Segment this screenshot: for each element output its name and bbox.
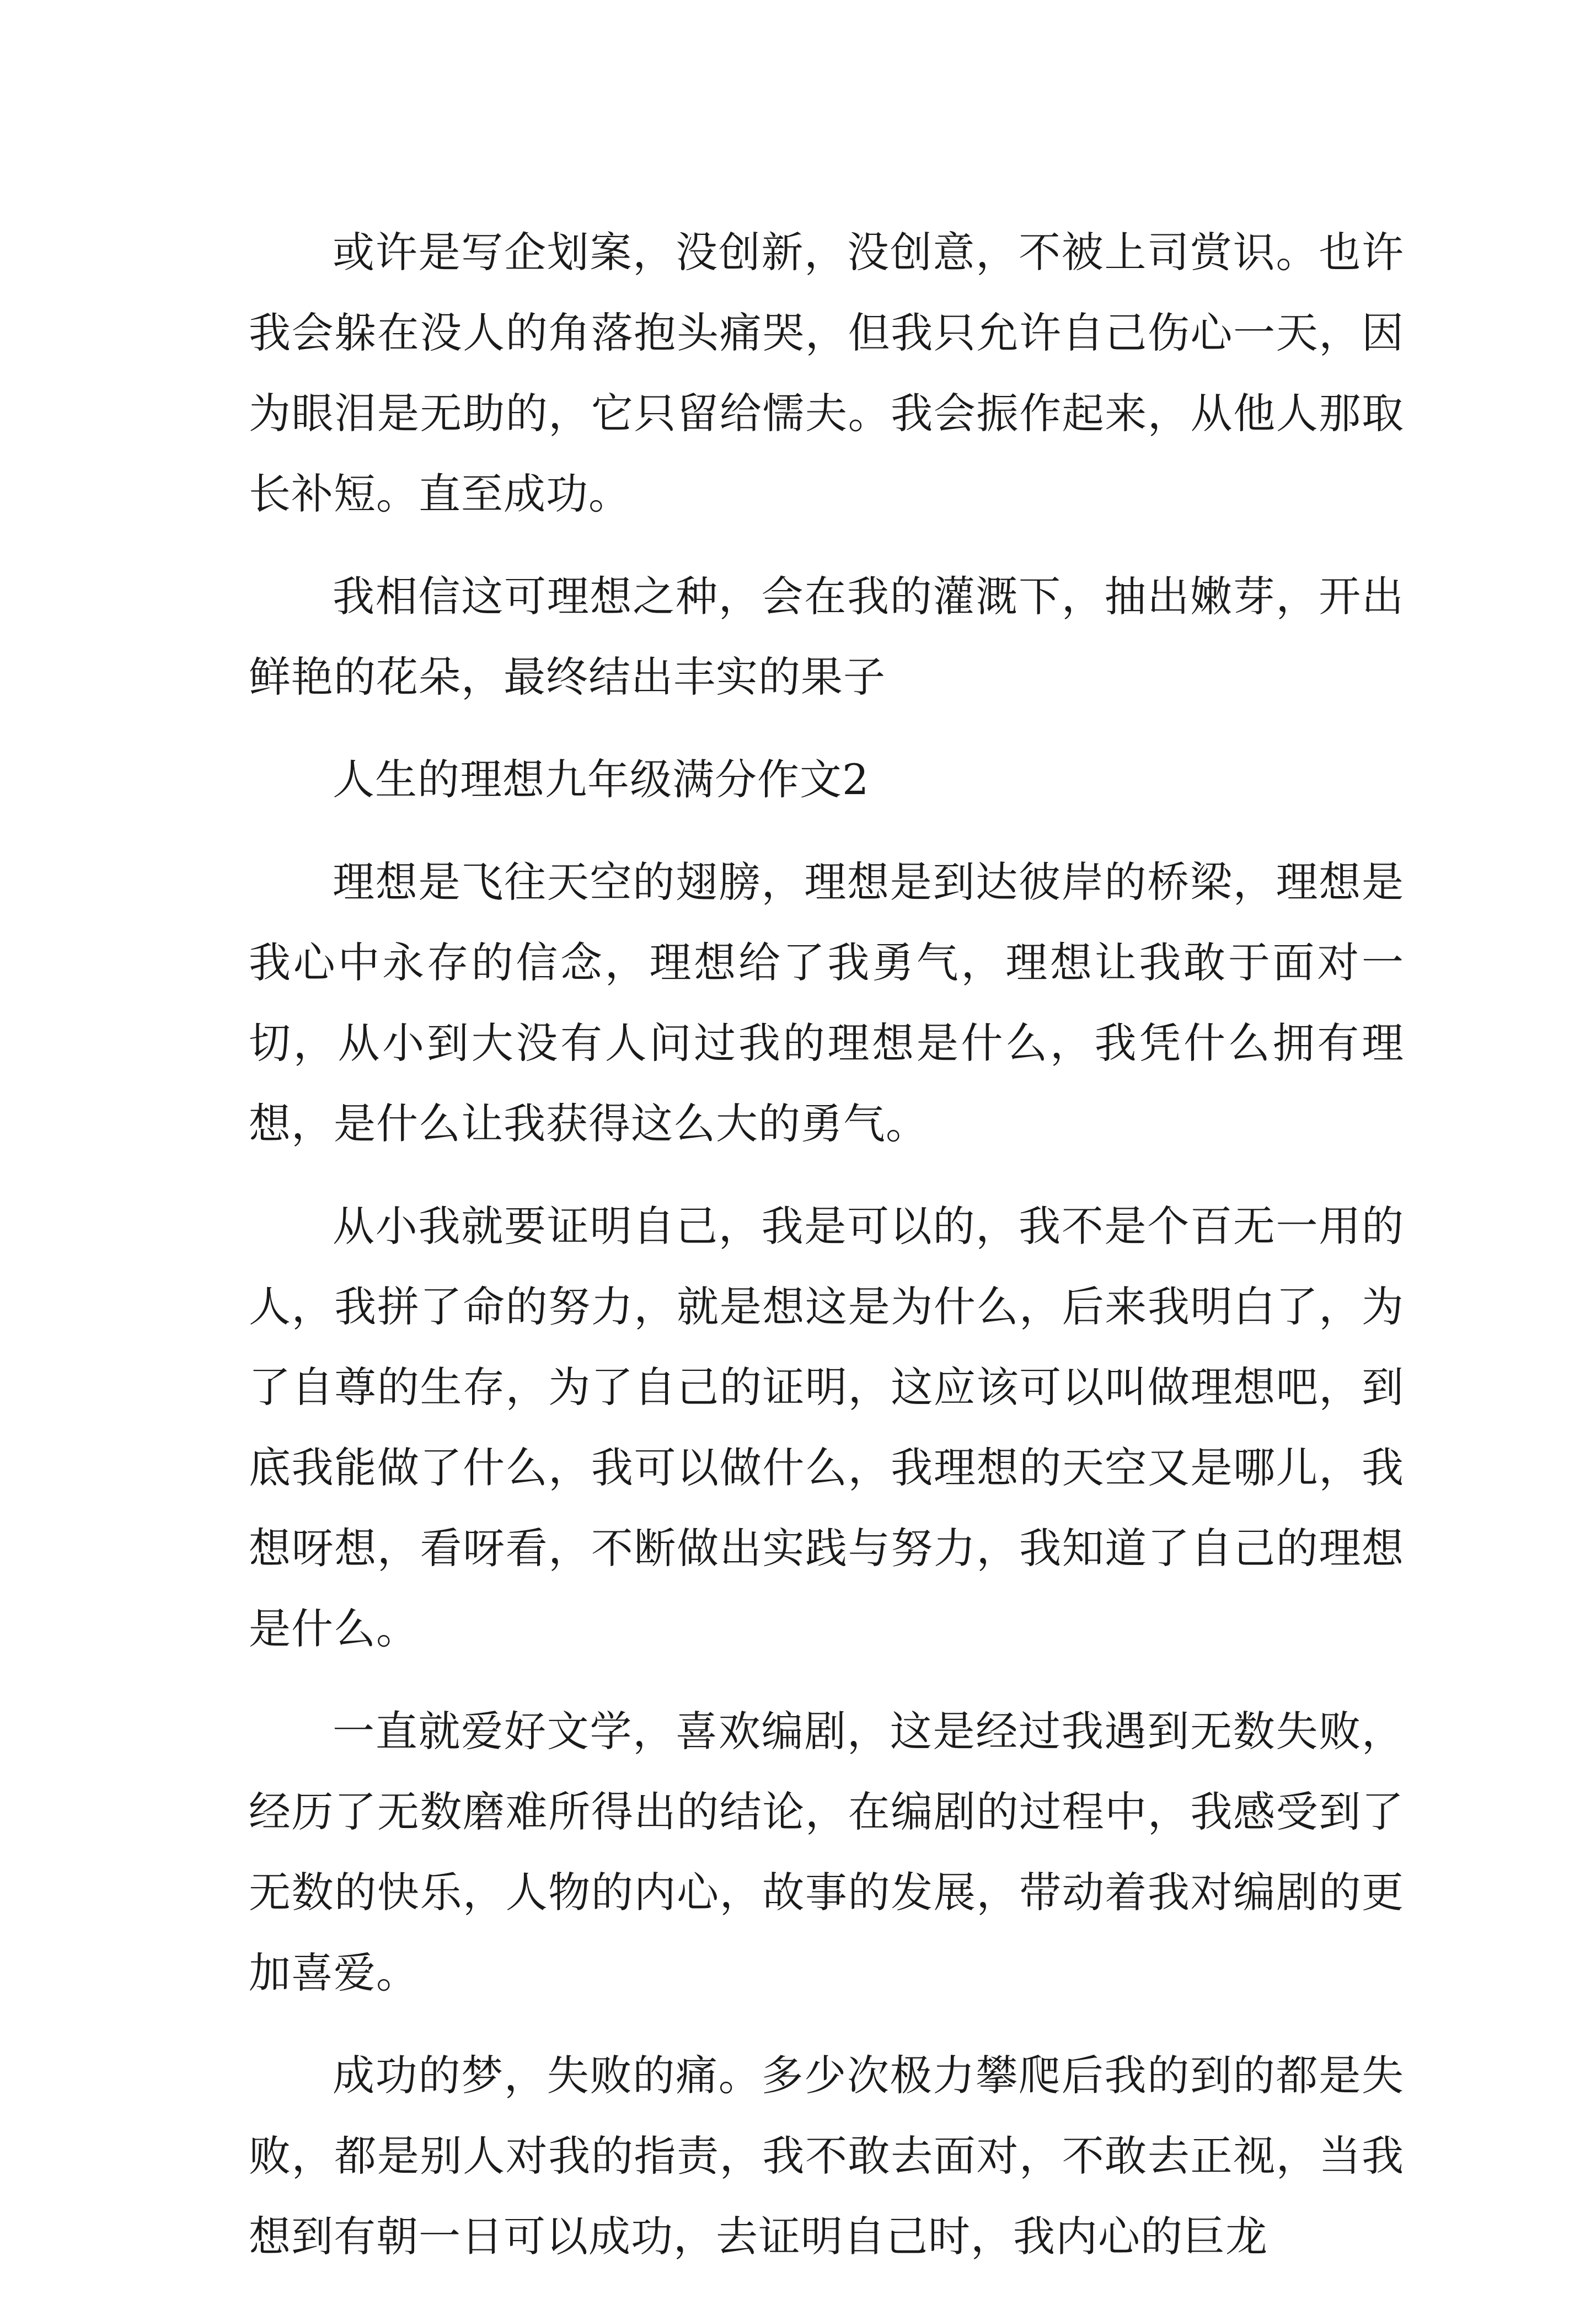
paragraph: 或许是写企划案，没创新，没创意，不被上司赏识。也许我会躲在没人的角落抱头痛哭，但我只允许自己伤心一天，因为眼泪是无助的，它只留给懦夫。我会振作起来，从他人那取长补短。直至成功。 <box>249 228 1404 518</box>
document-body <box>249 212 1404 2299</box>
section-heading: 人生的理想九年级满分作文2 <box>333 755 870 804</box>
paragraph: 成功的梦，失败的痛。多少次极力攀爬后我的到的都是失败，都是别人对我的指责，我不敢去面对，不敢去正视，当我想到有朝一日可以成功，去证明自己时，我内心的巨龙 <box>249 2051 1404 2261</box>
paragraph: 一直就爱好文学，喜欢编剧，这是经过我遇到无数失败，经历了无数磨难所得出的结论，在编剧的过程中，我感受到了无数的快乐，人物的内心，故事的发展，带动着我对编剧的更加喜爱。 <box>249 1707 1404 1997</box>
paragraph: 理想是飞往天空的翅膀，理想是到达彼岸的桥梁，理想是我心中永存的信念，理想给了我勇气，理想让我敢于面对一切，从小到大没有人问过我的理想是什么，我凭什么拥有理想，是什么让我获得这么大的勇气。 <box>249 858 1404 1148</box>
paragraph: 从小我就要证明自己，我是可以的，我不是个百无一用的人，我拼了命的努力，就是想这是为什么，后来我明白了，为了自尊的生存，为了自己的证明，这应该可以叫做理想吧，到底我能做了什么，我可以做什么，我理想的天空又是哪儿，我想呀想，看呀看，不断做出实践与努力，我知道了自己的理想是什么。 <box>249 1202 1404 1653</box>
paragraph: 我相信这可理想之种，会在我的灌溉下，抽出嫩芽，开出鲜艳的花朵，最终结出丰实的果子 <box>249 572 1404 701</box>
